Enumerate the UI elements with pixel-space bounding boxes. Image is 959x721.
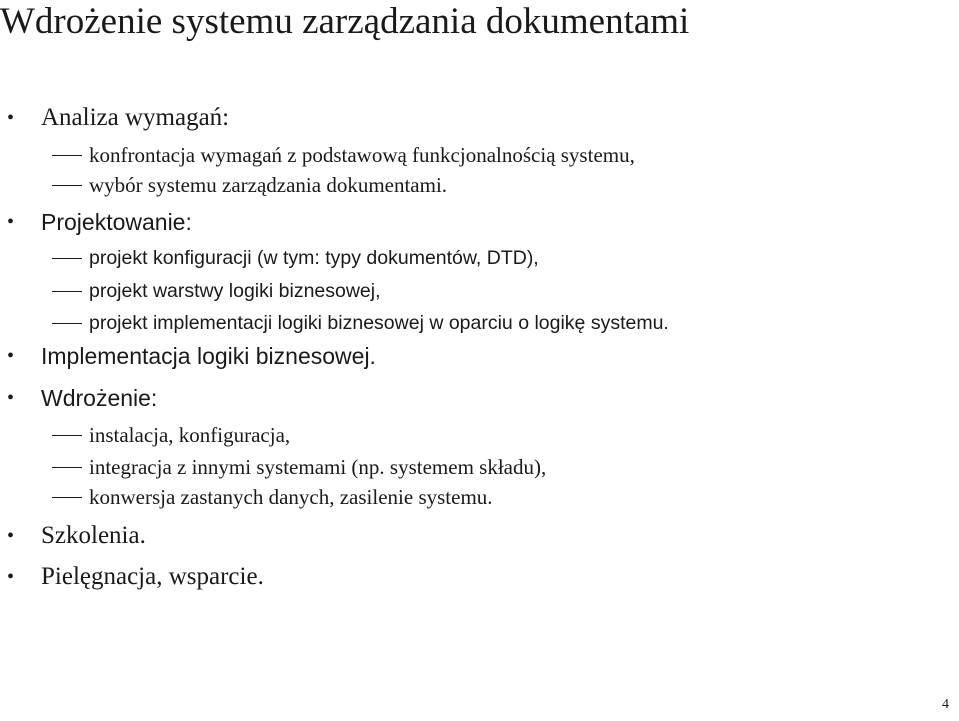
- bullet-label: Implementacja logiki biznesowej.: [41, 343, 376, 369]
- bullet-icon: •: [7, 345, 15, 367]
- dash-icon: [52, 155, 82, 156]
- sub-item-text: wybór systemu zarządzania dokumentami.: [89, 173, 448, 197]
- dash-icon: [52, 291, 82, 292]
- dash-icon: [52, 467, 82, 468]
- dash-icon: [52, 323, 82, 324]
- bullet-icon: •: [7, 387, 15, 409]
- bullet-icon: •: [7, 566, 15, 588]
- bullet-icon: •: [7, 211, 15, 233]
- sub-item-text: projekt warstwy logiki biznesowej,: [89, 280, 381, 302]
- bullet-icon: •: [7, 107, 15, 129]
- dash-icon: [52, 497, 82, 498]
- dash-icon: [52, 258, 82, 259]
- bullet-label: Projektowanie:: [41, 209, 192, 235]
- dash-icon: [52, 185, 82, 186]
- sub-item-text: konfrontacja wymagań z podstawową funkcjonalnością systemu,: [89, 143, 635, 167]
- bullet-label: Analiza wymagań:: [41, 104, 230, 131]
- bullet-label: Szkolenia.: [41, 522, 146, 549]
- bullet-icon: •: [7, 525, 15, 547]
- page-number: 4: [942, 697, 949, 712]
- sub-item-text: projekt implementacji logiki biznesowej w oparciu o logikę systemu.: [89, 312, 669, 334]
- slide-title: Wdrożenie systemu zarządzania dokumentami: [0, 1, 690, 42]
- bullet-label: Wdrożenie:: [41, 385, 158, 411]
- sub-item-text: integracja z innymi systemami (np. systemem składu),: [89, 455, 547, 479]
- sub-item-text: projekt konfiguracji (w tym: typy dokumentów, DTD),: [89, 247, 539, 269]
- bullet-label: Pielęgnacja, wsparcie.: [41, 563, 264, 590]
- sub-item-text: konwersja zastanych danych, zasilenie systemu.: [89, 485, 493, 509]
- dash-icon: [52, 435, 82, 436]
- sub-item-text: instalacja, konfiguracja,: [89, 423, 291, 447]
